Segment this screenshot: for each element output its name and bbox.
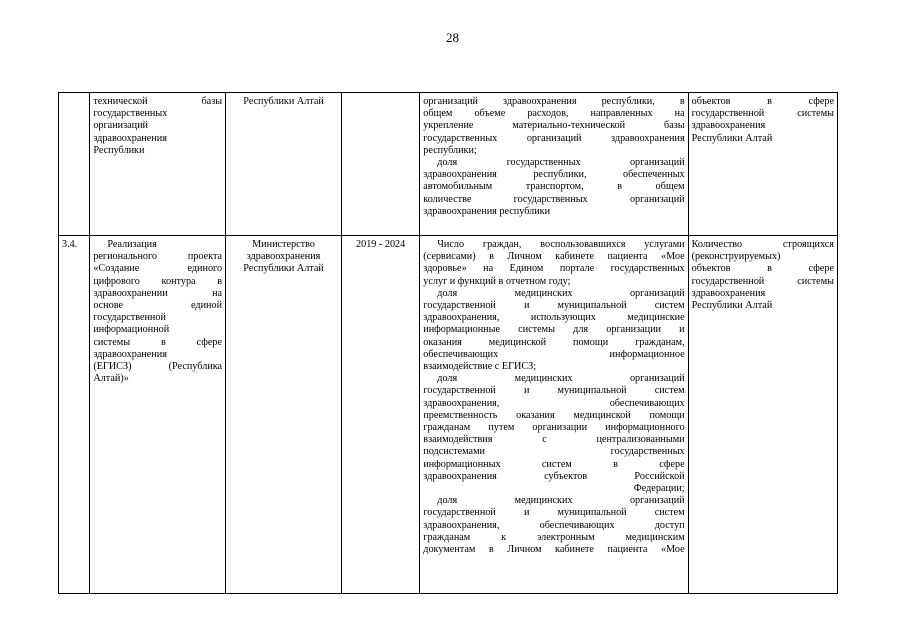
text-line: преемственность оказания медицинской помощи bbox=[423, 409, 685, 421]
cell-years bbox=[341, 93, 419, 236]
text-line: государственной bbox=[93, 312, 166, 324]
text-line: Реализация bbox=[107, 239, 157, 250]
text-line: Федерации; bbox=[633, 483, 685, 495]
text-line: здоровье» на Едином портале государственных bbox=[423, 263, 685, 275]
text-line: подсистемами государственных bbox=[423, 446, 685, 458]
text-line: информационной bbox=[93, 324, 170, 336]
text-line: гражданам к электронным медицинским bbox=[423, 531, 685, 543]
text-line: здравоохранения субъектов Российской bbox=[423, 470, 685, 482]
text-line: основе единой bbox=[93, 300, 223, 312]
text-line: здравоохранении на bbox=[93, 287, 223, 299]
text-line: Республики Алтай bbox=[691, 132, 773, 144]
text-line: информационные системы для организации и bbox=[423, 324, 685, 336]
text-line: здравоохранения bbox=[93, 132, 167, 144]
text-line: укрепление материально-технической базы bbox=[423, 120, 685, 132]
text-line: Министерство bbox=[252, 239, 315, 250]
text-line: организаций здравоохранения республики, в bbox=[423, 96, 685, 107]
cell-indicators bbox=[420, 236, 688, 594]
text-line: государственных bbox=[93, 108, 168, 120]
text-line: Количество строящихся bbox=[691, 239, 834, 250]
cell-results bbox=[688, 93, 837, 236]
text-line: здравоохранения bbox=[691, 120, 766, 132]
text-line: Число граждан, воспользовавшихся услугами bbox=[437, 239, 685, 250]
text-line: (сервисами) в Личном кабинете пациента «Мое bbox=[423, 251, 685, 263]
text-line: государственных организаций здравоохранения bbox=[423, 132, 685, 144]
text-line: доля медицинских организаций bbox=[437, 287, 685, 299]
text-line: документам в Личном кабинете пациента «Мое bbox=[423, 544, 685, 556]
text-line: цифрового контура в bbox=[93, 275, 223, 287]
text-line: Алтай)» bbox=[93, 373, 129, 385]
text-line: здравоохранения bbox=[246, 251, 321, 263]
text-line: обеспечивающих информационное bbox=[423, 348, 685, 360]
cell-results bbox=[688, 236, 837, 594]
text-line: государственной и муниципальной систем bbox=[423, 385, 685, 397]
text-line: (реконструируемых) bbox=[691, 251, 781, 263]
program-table bbox=[58, 92, 838, 594]
cell-executor bbox=[226, 236, 342, 594]
text-line: государственной и муниципальной систем bbox=[423, 300, 685, 312]
text-line: (ЕГИСЗ) (Республика bbox=[93, 361, 223, 373]
text-line: здравоохранения республики bbox=[423, 205, 551, 217]
text-line: информационных систем в сфере bbox=[423, 458, 685, 470]
text-line: здравоохранения, обеспечивающих доступ bbox=[423, 519, 685, 531]
text-line: Республики Алтай bbox=[243, 263, 324, 275]
page-number: 28 bbox=[446, 30, 459, 45]
text-line: объектов в сфере bbox=[691, 263, 834, 275]
text-line: государственной системы bbox=[691, 108, 834, 120]
text-line: услуг и функций в отчетном году; bbox=[423, 275, 571, 287]
cell-years: 2019 - 2024 bbox=[341, 236, 419, 594]
text-line: здравоохранения bbox=[691, 287, 766, 299]
text-line: системы в сфере bbox=[93, 336, 223, 348]
text-line: регионального проекта bbox=[93, 251, 223, 263]
text-line: организаций bbox=[93, 120, 149, 132]
text-line: здравоохранения, использующих медицинские bbox=[423, 312, 685, 324]
table-row bbox=[59, 93, 838, 236]
text-line: «Создание единого bbox=[93, 263, 223, 275]
text-line: Республики Алтай bbox=[691, 300, 773, 312]
text-line: автомобильным транспортом, в общем bbox=[423, 181, 685, 193]
text-line: гражданам путем организации информационного bbox=[423, 422, 685, 434]
cell-event-name bbox=[90, 236, 226, 594]
cell-number: 3.4. bbox=[59, 236, 90, 594]
cell-event-name bbox=[90, 93, 226, 236]
cell-number bbox=[59, 93, 90, 236]
text-line: здравоохранения bbox=[93, 348, 167, 360]
text-line: государственной системы bbox=[691, 275, 834, 287]
text-line: Республики bbox=[93, 144, 145, 156]
cell-executor bbox=[226, 93, 342, 236]
text-line: технической базы bbox=[93, 96, 223, 107]
cell-indicators bbox=[420, 93, 688, 236]
text-line: здравоохранения республики, обеспеченных bbox=[423, 169, 685, 181]
text-line: Республики Алтай bbox=[243, 96, 324, 107]
text-line: доля государственных организаций bbox=[437, 157, 685, 169]
text-line: государственной и муниципальной систем bbox=[423, 507, 685, 519]
text-line: доля медицинских организаций bbox=[437, 373, 685, 385]
text-line: республики; bbox=[423, 144, 477, 156]
text-line: здравоохранения, обеспечивающих bbox=[423, 397, 685, 409]
text-line: объектов в сфере bbox=[691, 96, 834, 107]
text-line: взаимодействия с централизованными bbox=[423, 434, 685, 446]
text-line: общем объеме расходов, направленных на bbox=[423, 108, 685, 120]
text-line: оказания медицинской помощи гражданам, bbox=[423, 336, 685, 348]
text-line: количестве государственных организаций bbox=[423, 193, 685, 205]
text-line: доля медицинских организаций bbox=[437, 495, 685, 507]
text-line: взаимодействие с ЕГИСЗ; bbox=[423, 361, 537, 373]
table-row bbox=[59, 236, 838, 594]
